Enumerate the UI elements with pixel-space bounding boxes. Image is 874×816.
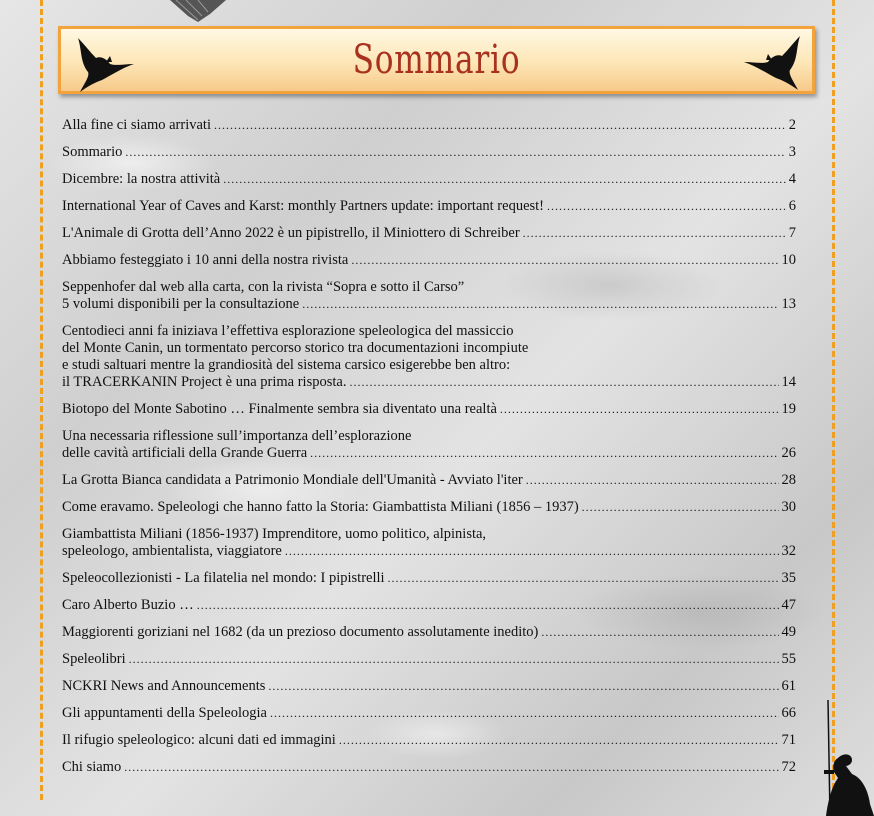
- toc-entry-page-number: 66: [781, 705, 796, 721]
- dot-leader: [285, 543, 779, 560]
- dot-leader: [214, 117, 786, 134]
- toc-entry-title-line: Una necessaria riflessione sull’importanza dell’esplorazione: [62, 428, 412, 444]
- toc-entry-title-line: International Year of Caves and Karst: monthly Partners update: important request!: [62, 198, 545, 214]
- toc-entry[interactable]: [62, 279, 796, 313]
- bat-wing-icon: [168, 0, 228, 26]
- toc-entry-page-number: 71: [781, 732, 796, 748]
- bat-icon: [742, 34, 808, 94]
- toc-entry-page-number: 3: [788, 144, 796, 160]
- toc-entry-title-line: Giambattista Miliani (1856-1937) Imprenditore, uomo politico, alpinista,: [62, 526, 487, 542]
- toc-entry[interactable]: [62, 472, 796, 489]
- toc-entry-title-line: speleologo, ambientalista, viaggiatore: [62, 543, 282, 559]
- toc-entry-title-line: Dicembre: la nostra attività: [62, 171, 221, 187]
- dot-leader: [349, 374, 778, 391]
- dot-leader: [197, 597, 779, 614]
- toc-entry-title-line: del Monte Canin, un tormentato percorso storico tra documentazioni incompiute: [62, 340, 529, 356]
- right-decorative-border: [832, 0, 835, 816]
- toc-entry[interactable]: [62, 323, 796, 391]
- toc-entry-page-number: 55: [781, 651, 796, 667]
- toc-entry[interactable]: [62, 624, 796, 641]
- toc-entry[interactable]: [62, 401, 796, 418]
- caver-silhouette-icon: [818, 700, 874, 816]
- toc-entry[interactable]: [62, 171, 796, 188]
- toc-entry-page-number: 19: [781, 401, 796, 417]
- toc-entry[interactable]: [62, 570, 796, 587]
- toc-entry[interactable]: [62, 526, 796, 560]
- toc-entry-title-line: La Grotta Bianca candidata a Patrimonio Mondiale dell'Umanità - Avviato l'iter: [62, 472, 523, 488]
- title-banner: [58, 26, 815, 94]
- toc-entry-page-number: 35: [781, 570, 796, 586]
- dot-leader: [268, 678, 778, 695]
- toc-entry-title-line: 5 volumi disponibili per la consultazione: [62, 296, 300, 312]
- toc-entry-title-line: Chi siamo: [62, 759, 122, 775]
- toc-entry[interactable]: [62, 651, 796, 668]
- toc-entry-title-line: Biotopo del Monte Sabotino … Finalmente sembra sia diventato una realtà: [62, 401, 497, 417]
- toc-entry[interactable]: [62, 144, 796, 161]
- bat-icon: [70, 36, 136, 96]
- dot-leader: [339, 732, 779, 749]
- toc-entry-page-number: 47: [781, 597, 796, 613]
- table-of-contents: [62, 117, 796, 786]
- toc-entry-title-line: Sommario: [62, 144, 123, 160]
- toc-entry[interactable]: [62, 252, 796, 269]
- toc-entry-title-line: Maggiorenti goriziani nel 1682 (da un prezioso documento assolutamente inedito): [62, 624, 539, 640]
- toc-entry-title-line: Gli appuntamenti della Speleologia: [62, 705, 267, 721]
- dot-leader: [351, 252, 778, 269]
- toc-entry-title-line: e studi saltuari mentre la grandiosità del sistema carsico esigerebbe ben altro:: [62, 357, 511, 373]
- toc-entry-page-number: 4: [788, 171, 796, 187]
- toc-entry-page-number: 2: [788, 117, 796, 133]
- dot-leader: [124, 759, 778, 776]
- toc-entry[interactable]: [62, 759, 796, 776]
- toc-entry[interactable]: [62, 705, 796, 722]
- toc-entry-title-line: Seppenhofer dal web alla carta, con la rivista “Sopra e sotto il Carso”: [62, 279, 465, 295]
- dot-leader: [523, 225, 786, 242]
- toc-entry-page-number: 28: [781, 472, 796, 488]
- dot-leader: [500, 401, 779, 418]
- dot-leader: [302, 296, 778, 313]
- dot-leader: [223, 171, 786, 188]
- toc-entry-title-line: Speleolibri: [62, 651, 126, 667]
- toc-entry-page-number: 14: [781, 374, 796, 390]
- toc-entry-title-line: Centodieci anni fa iniziava l’effettiva esplorazione speleologica del massiccio: [62, 323, 514, 339]
- page-title: Sommario: [352, 37, 521, 83]
- toc-entry-page-number: 61: [781, 678, 796, 694]
- toc-entry-page-number: 7: [788, 225, 796, 241]
- toc-entry-page-number: 10: [781, 252, 796, 268]
- dot-leader: [129, 651, 779, 668]
- toc-entry-page-number: 32: [781, 543, 796, 559]
- dot-leader: [526, 472, 779, 489]
- toc-entry-title-line: delle cavità artificiali della Grande Guerra: [62, 445, 308, 461]
- dot-leader: [270, 705, 779, 722]
- toc-entry-title-line: il TRACERKANIN Project è una prima risposta.: [62, 374, 347, 390]
- left-decorative-border: [40, 0, 43, 800]
- dot-leader: [582, 499, 779, 516]
- toc-entry-page-number: 49: [781, 624, 796, 640]
- toc-entry-title-line: L'Animale di Grotta dell’Anno 2022 è un pipistrello, il Miniottero di Schreiber: [62, 225, 520, 241]
- toc-entry[interactable]: [62, 597, 796, 614]
- toc-entry[interactable]: [62, 117, 796, 134]
- toc-entry-title-line: Speleocollezionisti - La filatelia nel mondo: I pipistrelli: [62, 570, 385, 586]
- toc-entry-page-number: 72: [781, 759, 796, 775]
- toc-entry-title-line: Alla fine ci siamo arrivati: [62, 117, 211, 133]
- dot-leader: [547, 198, 786, 215]
- toc-entry-title-line: Abbiamo festeggiato i 10 anni della nostra rivista: [62, 252, 349, 268]
- toc-entry-title-line: Caro Alberto Buzio …: [62, 597, 194, 613]
- dot-leader: [310, 445, 778, 462]
- toc-entry[interactable]: [62, 198, 796, 215]
- toc-entry[interactable]: [62, 732, 796, 749]
- toc-entry[interactable]: [62, 428, 796, 462]
- toc-entry-page-number: 6: [788, 198, 796, 214]
- toc-entry-page-number: 13: [781, 296, 796, 312]
- toc-entry-page-number: 30: [781, 499, 796, 515]
- toc-entry[interactable]: [62, 678, 796, 695]
- dot-leader: [388, 570, 779, 587]
- toc-entry[interactable]: [62, 499, 796, 516]
- toc-entry[interactable]: [62, 225, 796, 242]
- toc-entry-page-number: 26: [781, 445, 796, 461]
- dot-leader: [541, 624, 778, 641]
- dot-leader: [125, 144, 785, 161]
- toc-entry-title-line: NCKRI News and Announcements: [62, 678, 266, 694]
- toc-entry-title-line: Come eravamo. Speleologi che hanno fatto la Storia: Giambattista Miliani (1856 – 1937): [62, 499, 579, 515]
- toc-entry-title-line: Il rifugio speleologico: alcuni dati ed immagini: [62, 732, 336, 748]
